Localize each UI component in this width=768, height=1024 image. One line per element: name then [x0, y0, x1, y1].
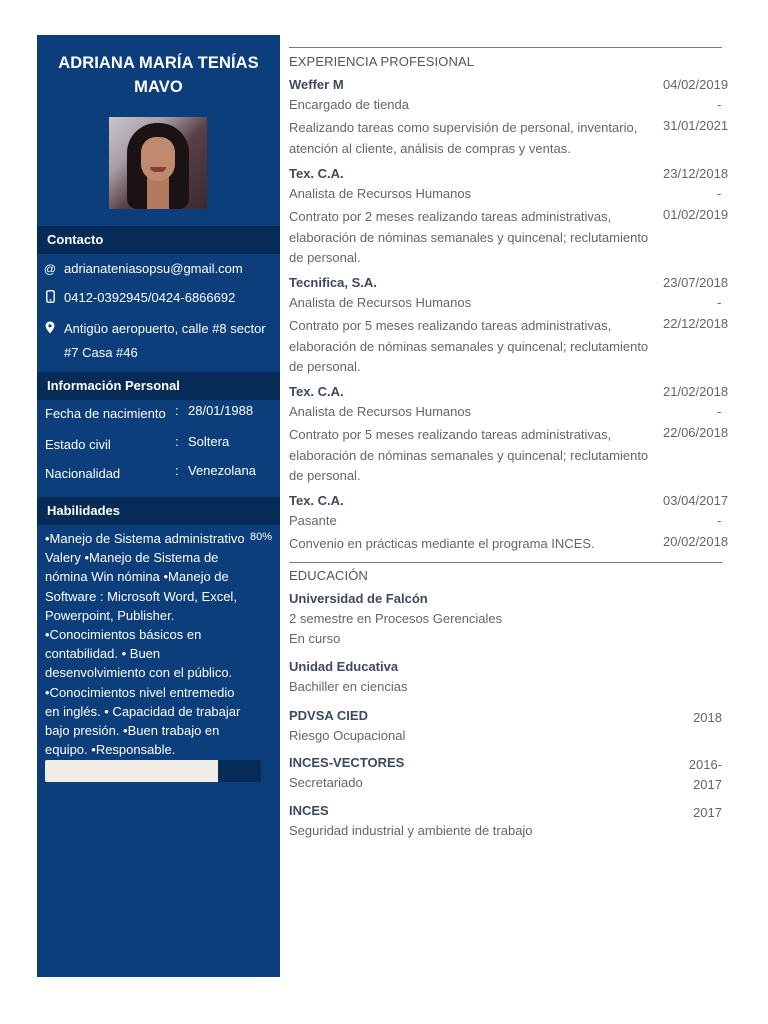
- at-icon: @: [43, 262, 57, 276]
- personal-info-heading: Información Personal: [37, 372, 280, 400]
- personal-row: [45, 404, 275, 424]
- address-text: [64, 317, 278, 365]
- colon: :: [175, 403, 179, 418]
- personal-label: Estado civil: [45, 437, 111, 452]
- job-company: Tex. C.A.: [289, 166, 344, 181]
- address-line-2: #7 Casa #46: [64, 345, 138, 360]
- job-entry: [289, 166, 768, 266]
- job-end-date: 22/06/2018: [663, 425, 729, 440]
- education-entry: [289, 803, 722, 843]
- section-divider: [289, 562, 722, 563]
- personal-value: Soltera: [188, 434, 230, 449]
- skills-progress-bar: [45, 760, 261, 782]
- job-start-date: 21/02/2018: [663, 384, 729, 399]
- education-detail: Seguridad industrial y ambiente de trabajo: [289, 823, 533, 838]
- education-heading: EDUCACIÓN: [289, 568, 368, 583]
- job-start-date: 03/04/2017: [663, 493, 729, 508]
- education-institution: INCES-VECTORES: [289, 755, 405, 770]
- date-separator: -: [717, 97, 722, 112]
- skills-percent: 80%: [250, 531, 273, 543]
- experience-heading: EXPERIENCIA PROFESIONAL: [289, 54, 475, 69]
- colon: :: [175, 463, 179, 478]
- contact-heading: Contacto: [37, 226, 280, 254]
- date-separator: -: [717, 513, 722, 528]
- section-divider: [289, 47, 722, 48]
- job-end-date: 22/12/2018: [663, 316, 729, 331]
- job-entry: [289, 275, 768, 375]
- job-entry: [289, 77, 768, 159]
- job-description: Contrato por 5 meses realizando tareas administrativas, elaboración de nóminas semanales y quincenal; reclutamiento de personal.: [289, 318, 649, 374]
- education-year: [689, 755, 722, 795]
- date-separator: -: [717, 186, 722, 201]
- job-company: Tecnifica, S.A.: [289, 275, 377, 290]
- job-start-date: 23/12/2018: [663, 166, 729, 181]
- colon: :: [175, 434, 179, 449]
- skills-progress-fill: [45, 760, 218, 782]
- job-role: Encargado de tienda: [289, 97, 409, 112]
- skills-heading: Habilidades: [37, 497, 280, 525]
- job-end-date: 31/01/2021: [663, 118, 729, 133]
- job-entry: [289, 384, 768, 484]
- education-year-start: 2016-: [688, 757, 722, 772]
- job-end-date: 20/02/2018: [663, 534, 729, 549]
- job-start-date: 04/02/2019: [663, 77, 729, 92]
- personal-row: [45, 464, 275, 484]
- job-company: Tex. C.A.: [289, 384, 344, 399]
- education-institution: Universidad de Falcón: [289, 591, 428, 606]
- skills-text: •Manejo de Sistema administrativo Valery •Manejo de Sistema de nómina Win nómina •Manejo de Software : Microsoft Word, Excel, Powerpoint, Publisher. •Conocimientos básicos en contabilidad. • Buen desenvolvimiento con el público. •Conocimientos nivel entremedio en inglés. • Capacidad de trabajar bajo presión. •Buen trabajo en equipo. •Responsable.: [45, 531, 245, 758]
- education-year: 2017: [693, 805, 722, 820]
- date-separator: -: [717, 295, 722, 310]
- education-detail: Secretariado: [289, 775, 363, 790]
- education-detail: 2 semestre en Procesos Gerenciales: [289, 611, 503, 626]
- job-company: Weffer M: [289, 77, 344, 92]
- education-entry: [289, 755, 722, 795]
- job-start-date: 23/07/2018: [663, 275, 729, 290]
- date-separator: -: [717, 404, 722, 419]
- education-year-end: 2017: [693, 777, 722, 792]
- job-description: Contrato por 5 meses realizando tareas administrativas, elaboración de nóminas semanales y quincenal; reclutamiento de personal.: [289, 427, 649, 483]
- sidebar: [37, 35, 280, 977]
- name-line-2: MAVO: [134, 78, 183, 96]
- personal-label: Fecha de nacimiento: [45, 406, 166, 421]
- education-year: 2018: [693, 710, 722, 725]
- address-line-1: Antigüo aeropuerto, calle #8 sector: [64, 321, 266, 336]
- education-detail: Riesgo Ocupacional: [289, 728, 406, 743]
- job-role: Analista de Recursos Humanos: [289, 295, 472, 310]
- map-pin-icon: [43, 321, 57, 337]
- profile-photo: [109, 117, 207, 209]
- job-description: Contrato por 2 meses realizando tareas administrativas, elaboración de nóminas semanales y quincenal; reclutamiento de personal.: [289, 209, 649, 265]
- mobile-phone-icon: [43, 290, 57, 306]
- job-description: Realizando tareas como supervisión de personal, inventario, atención al cliente, análisis de compras y ventas.: [289, 120, 638, 156]
- job-role: Pasante: [289, 513, 337, 528]
- job-role: Analista de Recursos Humanos: [289, 404, 472, 419]
- education-institution: PDVSA CIED: [289, 708, 368, 723]
- personal-label: Nacionalidad: [45, 466, 121, 481]
- email-text: adrianateniasopsu@gmail.com: [64, 261, 243, 276]
- job-end-date: 01/02/2019: [663, 207, 729, 222]
- personal-value: Venezolana: [188, 463, 256, 478]
- job-description: Convenio en prácticas mediante el programa INCES.: [289, 536, 595, 551]
- job-company: Tex. C.A.: [289, 493, 344, 508]
- candidate-name: [37, 51, 280, 99]
- education-entry: [289, 659, 722, 699]
- education-detail: Bachiller en ciencias: [289, 679, 408, 694]
- job-role: Analista de Recursos Humanos: [289, 186, 472, 201]
- contact-address: [37, 319, 280, 363]
- education-entry: [289, 591, 722, 651]
- personal-row: [45, 435, 275, 455]
- name-line-1: ADRIANA MARÍA TENÍAS: [58, 54, 259, 72]
- phone-text: 0412-0392945/0424-6866692: [64, 290, 236, 305]
- job-entry: [289, 493, 768, 553]
- education-entry: [289, 708, 722, 748]
- personal-value: 28/01/1988: [188, 403, 254, 418]
- education-institution: INCES: [289, 803, 329, 818]
- education-status: En curso: [289, 631, 341, 646]
- education-institution: Unidad Educativa: [289, 659, 399, 674]
